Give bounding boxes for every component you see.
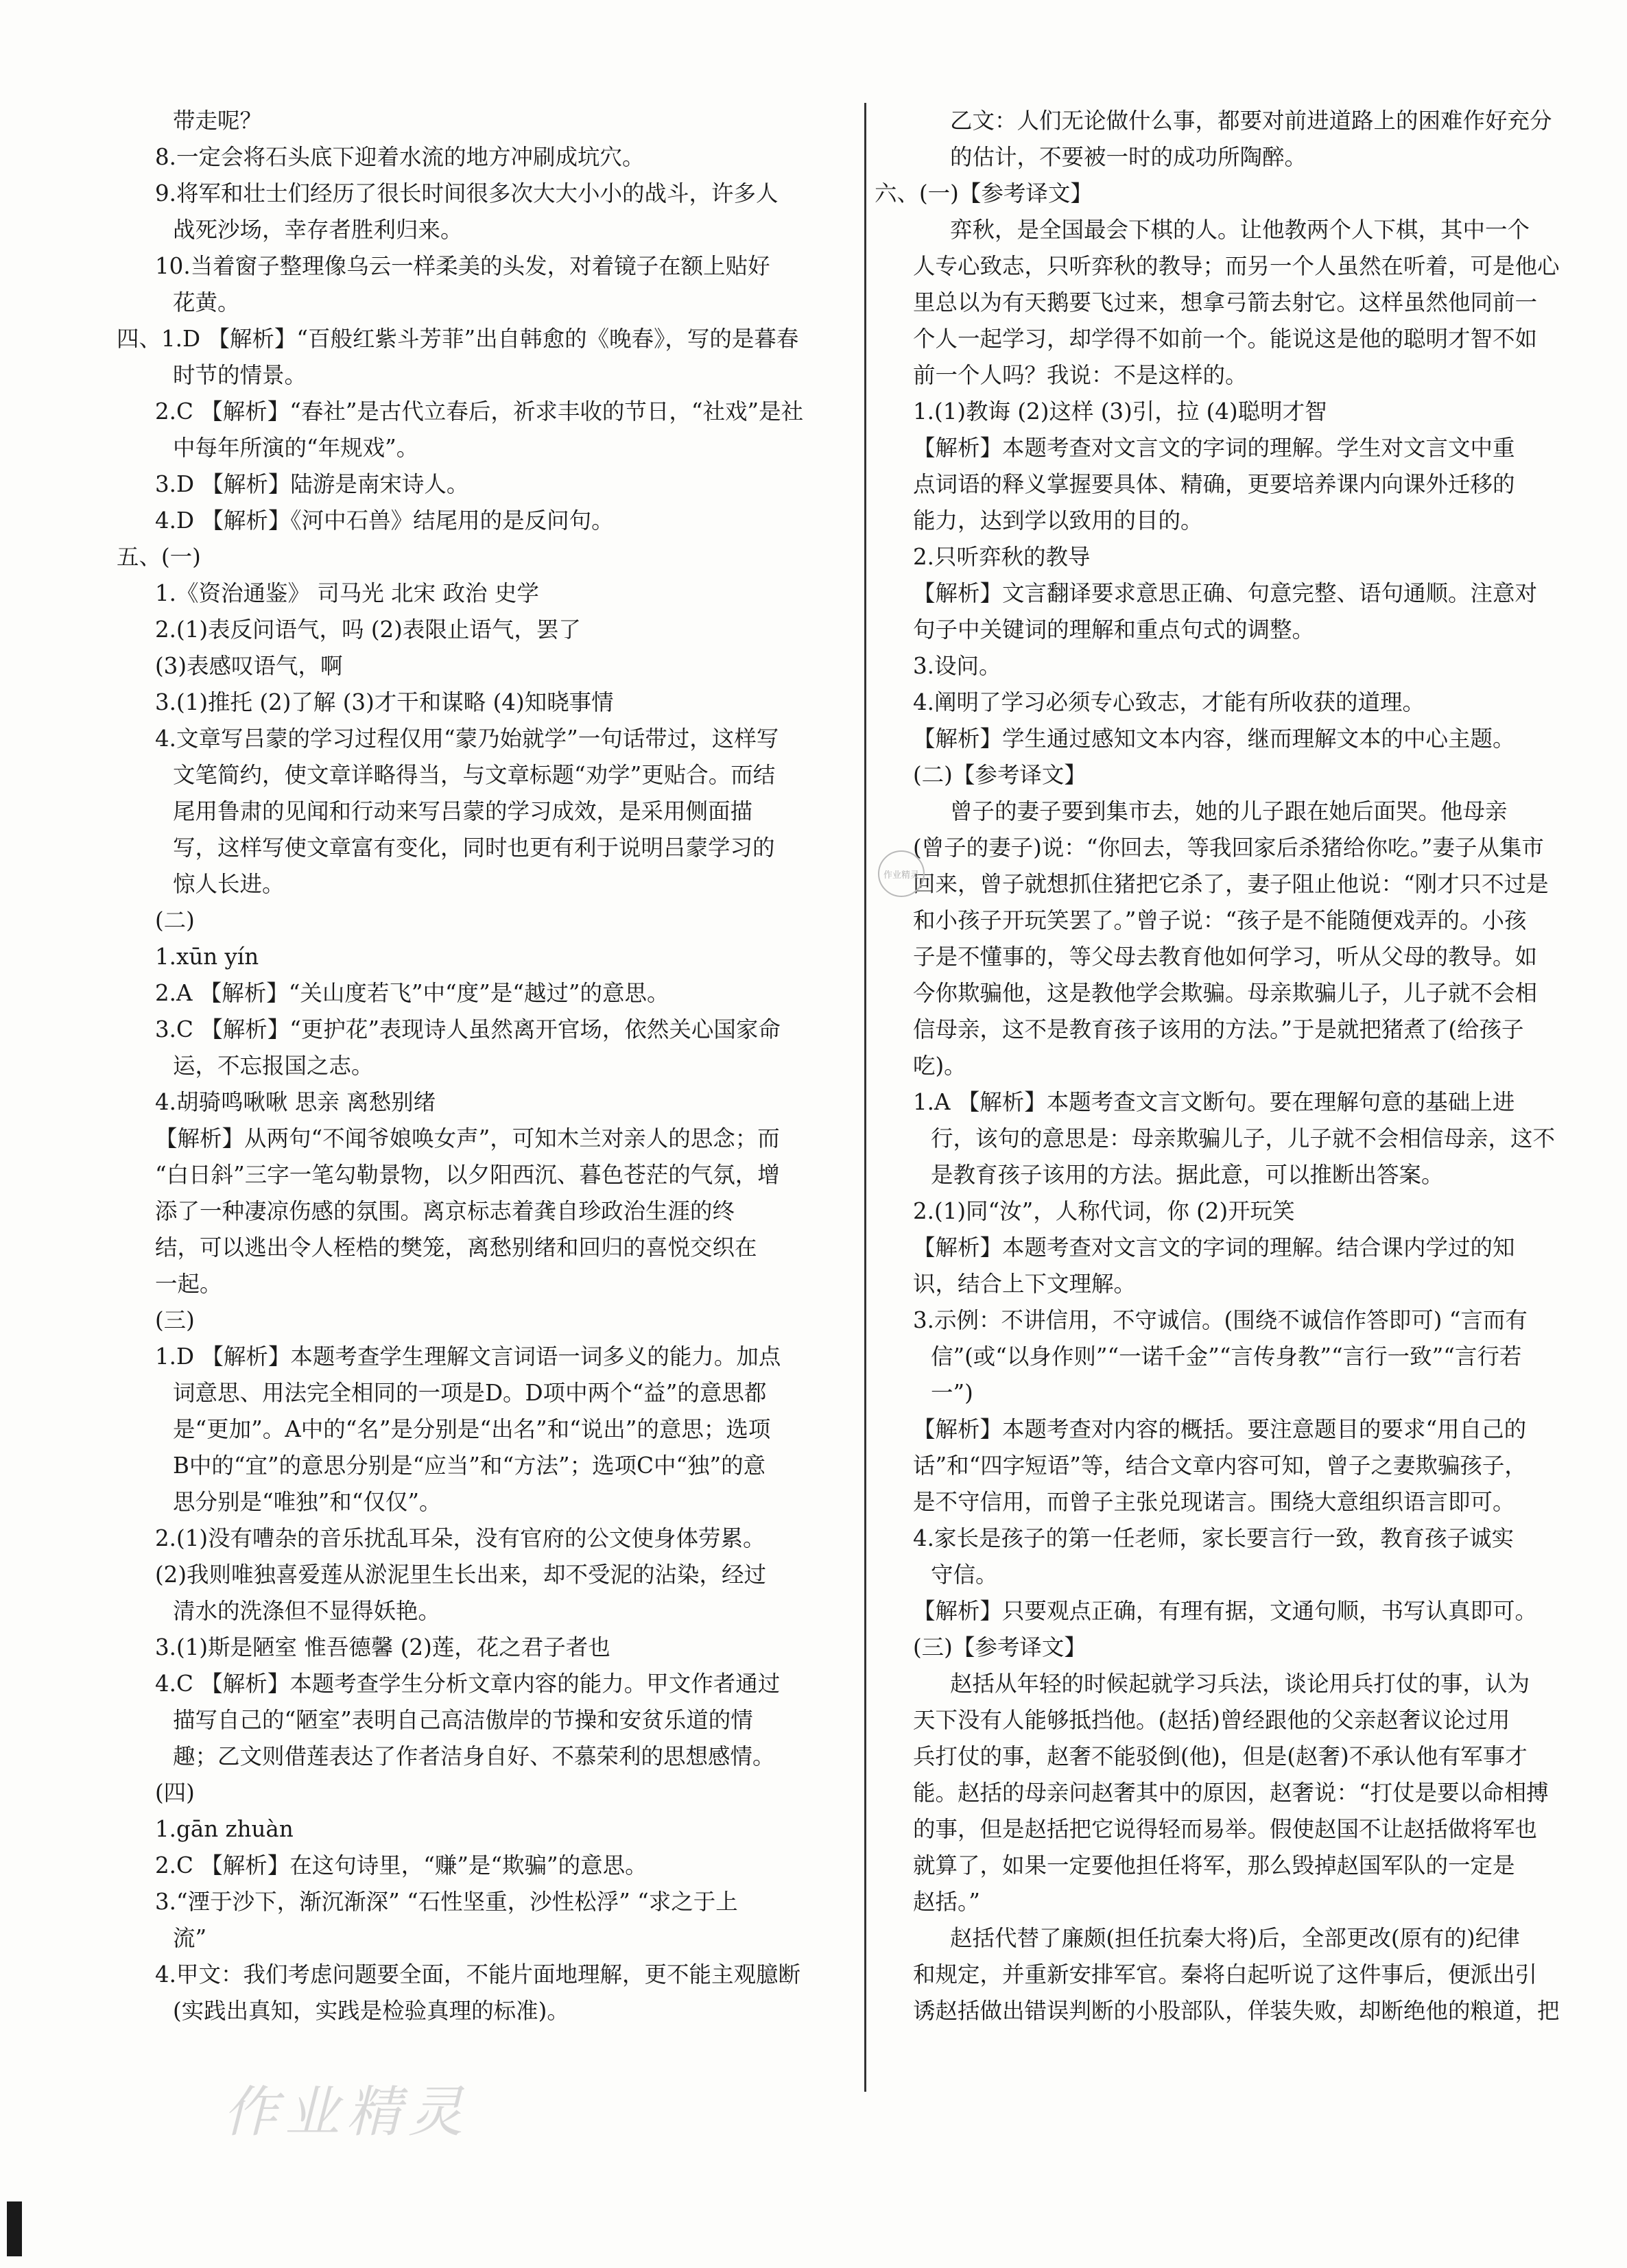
text-line: 2.(1)没有嘈杂的音乐扰乱耳朵，没有官府的公文使身体劳累。 xyxy=(155,1525,765,1551)
text-line: 一起。 xyxy=(155,1271,222,1297)
text-line: 4.阐明了学习必须专心致志，才能有所收获的道理。 xyxy=(913,689,1425,715)
text-line: 词意思、用法完全相同的一项是D。D项中两个“益”的意思都 xyxy=(173,1380,767,1406)
text-line: 2.只听弈秋的教导 xyxy=(913,544,1091,570)
text-line: 信母亲，这不是教育孩子该用的方法。”于是就把猪煮了(给孩子 xyxy=(913,1016,1524,1042)
text-line: 1.D 【解析】本题考查学生理解文言词语一词多义的能力。加点 xyxy=(155,1344,781,1370)
text-line: 中每年所演的“年规戏”。 xyxy=(173,435,419,461)
text-line: 趣；乙文则借莲表达了作者洁身自好、不慕荣利的思想感情。 xyxy=(173,1743,775,1769)
text-line: 2.C 【解析】“春社”是古代立春后，祈求丰收的节日，“社戏”是社 xyxy=(155,398,804,425)
text-line: 【解析】学生通过感知文本内容，继而理解文本的中心主题。 xyxy=(913,726,1515,752)
text-line: 子是不懂事的，等父母去教育他如何学习，听从父母的教导。如 xyxy=(913,944,1538,970)
text-line: 写，这样写使文章富有变化，同时也更有利于说明吕蒙学习的 xyxy=(173,835,775,861)
text-line: 4.C 【解析】本题考查学生分析文章内容的能力。甲文作者通过 xyxy=(155,1671,781,1697)
text-line: 兵打仗的事，赵奢不能驳倒(他)，但是(赵奢)不承认他有军事才 xyxy=(913,1743,1528,1769)
text-line: 乙文：人们无论做什么事，都要对前进道路上的困难作好充分 xyxy=(950,108,1552,134)
text-line: 赵括代替了廉颇(担任抗秦大将)后，全部更改(原有的)纪律 xyxy=(950,1925,1520,1951)
text-line: 吃)。 xyxy=(913,1053,966,1079)
text-line: 文笔简约，使文章详略得当，与文章标题“劝学”更贴合。而结 xyxy=(173,762,776,788)
text-line: 8.一定会将石头底下迎着水流的地方冲刷成坑穴。 xyxy=(155,144,645,170)
left-column xyxy=(117,103,854,2029)
text-line: 是不守信用，而曾子主张兑现诺言。围绕大意组织语言即可。 xyxy=(913,1489,1515,1515)
text-line: 4.文章写吕蒙的学习过程仅用“蒙乃始就学”一句话带过，这样写 xyxy=(155,726,779,752)
text-line: 流” xyxy=(173,1925,207,1951)
text-line: 【解析】只要观点正确，有理有据，文通句顺，书写认真即可。 xyxy=(913,1598,1538,1624)
text-line: 里总以为有天鹅要飞过来，想拿弓箭去射它。这样虽然他同前一 xyxy=(913,289,1538,315)
text-line: 3.“湮于沙下，渐沉渐深” “石性坚重，沙性松浮” “求之于上 xyxy=(155,1889,738,1915)
text-line: 9.将军和壮士们经历了很长时间很多次大大小小的战斗，许多人 xyxy=(155,180,779,206)
text-line: B中的“宜”的意思分别是“应当”和“方法”；选项C中“独”的意 xyxy=(173,1453,766,1479)
text-line: 个人一起学习，却学得不如前一个。能说这是他的聪明才智不如 xyxy=(913,326,1538,352)
text-line: 五、(一) xyxy=(117,544,201,570)
text-line: 1.《资治通鉴》 司马光 北宋 政治 史学 xyxy=(155,580,539,606)
text-line: 3.设问。 xyxy=(913,653,1001,679)
text-line: 话”和“四字短语”等，结合文章内容可知，曾子之妻欺骗孩子， xyxy=(913,1453,1527,1479)
text-line: 人专心致志，只听弈秋的教导；而另一个人虽然在听着，可是他心 xyxy=(913,253,1560,279)
text-line: 清水的洗涤但不显得妖艳。 xyxy=(173,1598,441,1624)
text-line: 4.胡骑鸣啾啾 思亲 离愁别绪 xyxy=(155,1089,436,1115)
text-line: 是教育孩子该用的方法。据此意，可以推断出答案。 xyxy=(931,1162,1444,1188)
stamp-icon: 作业精灵 xyxy=(878,850,925,897)
text-line: (三)【参考译文】 xyxy=(913,1634,1086,1660)
text-line: 和小孩子开玩笑罢了。”曾子说：“孩子是不能随便戏弄的。小孩 xyxy=(913,907,1527,933)
text-line: 【解析】本题考查对文言文的字词的理解。结合课内学过的知 xyxy=(913,1234,1515,1261)
text-line: 是“更加”。A中的“名”是分别是“出名”和“说出”的意思；选项 xyxy=(173,1416,771,1442)
text-line: 花黄。 xyxy=(173,289,240,315)
text-line: 守信。 xyxy=(931,1562,998,1588)
text-line: 弈秋，是全国最会下棋的人。让他教两个人下棋，其中一个 xyxy=(950,217,1530,243)
text-line: 10.当着窗子整理像乌云一样柔美的头发，对着镜子在额上贴好 xyxy=(155,253,770,279)
text-line: 赵括。” xyxy=(913,1889,980,1915)
text-line: (三) xyxy=(155,1307,195,1333)
text-line: 曾子的妻子要到集市去，她的儿子跟在她后面哭。他母亲 xyxy=(950,798,1508,824)
text-line: 句子中关键词的理解和重点句式的调整。 xyxy=(913,617,1315,643)
text-line: 4.甲文：我们考虑问题要全面，不能片面地理解，更不能主观臆断 xyxy=(155,1961,801,1988)
text-line: 带走呢？ xyxy=(173,108,263,134)
right-column xyxy=(875,103,1602,2029)
text-line: 天下没有人能够抵挡他。(赵括)曾经跟他的父亲赵奢议论过用 xyxy=(913,1707,1510,1733)
text-line: 运，不忘报国之志。 xyxy=(173,1053,374,1079)
binding-mark xyxy=(7,2201,22,2256)
text-line: 【解析】文言翻译要求意思正确、句意完整、语句通顺。注意对 xyxy=(913,580,1538,606)
text-line: 今你欺骗他，这是教他学会欺骗。母亲欺骗儿子，儿子就不会相 xyxy=(913,980,1538,1006)
text-line: 能力，达到学以致用的目的。 xyxy=(913,508,1203,534)
text-line: 思分别是“唯独”和“仅仅”。 xyxy=(173,1489,442,1515)
text-line: 信”(或“以身作则”“一诺千金”“言传身教”“言行一致”“言行若 xyxy=(931,1344,1522,1370)
text-line: 的估计，不要被一时的成功所陶醉。 xyxy=(950,144,1307,170)
text-line: 1.xūn yín xyxy=(155,944,259,970)
text-line: 3.C 【解析】“更护花”表现诗人虽然离开官场，依然关心国家命 xyxy=(155,1016,781,1042)
text-line: 诱赵括做出错误判断的小股部队，佯装失败，却断绝他的粮道，把 xyxy=(913,1998,1560,2024)
text-line: 2.(1)表反问语气，吗 (2)表限止语气，罢了 xyxy=(155,617,581,643)
text-line: 时节的情景。 xyxy=(173,362,307,388)
text-line: 4.D 【解析】《河中石兽》结尾用的是反问句。 xyxy=(155,508,614,534)
text-line: 赵括从年轻的时候起就学习兵法，谈论用兵打仗的事，认为 xyxy=(950,1671,1530,1697)
text-line: 战死沙场，幸存者胜利归来。 xyxy=(173,217,463,243)
text-line: 就算了，如果一定要他担任将军，那么毁掉赵国军队的一定是 xyxy=(913,1852,1515,1878)
text-line: 3.D 【解析】陆游是南宋诗人。 xyxy=(155,471,469,497)
text-line: 4.家长是孩子的第一任老师，家长要言行一致，教育孩子诚实 xyxy=(913,1525,1515,1551)
text-line: 行，该句的意思是：母亲欺骗儿子，儿子就不会相信母亲，这不 xyxy=(931,1125,1556,1151)
text-line: 1.(1)教诲 (2)这样 (3)引，拉 (4)聪明才智 xyxy=(913,398,1327,425)
text-line: 添了一种凄凉伤感的氛围。离京标志着龚自珍政治生涯的终 xyxy=(155,1198,735,1224)
text-line: (二)【参考译文】 xyxy=(913,762,1086,788)
text-line: 【解析】本题考查对内容的概括。要注意题目的要求“用自己的 xyxy=(913,1416,1527,1442)
text-line: 结，可以逃出令人桎梏的樊笼，离愁别绪和回归的喜悦交织在 xyxy=(155,1234,757,1261)
text-line: 前一个人吗？我说：不是这样的。 xyxy=(913,362,1248,388)
text-line: (实践出真知，实践是检验真理的标准)。 xyxy=(173,1998,569,2024)
text-line: 【解析】本题考查对文言文的字词的理解。学生对文言文中重 xyxy=(913,435,1515,461)
text-line: 的事，但是赵括把它说得轻而易举。假使赵国不让赵括做将军也 xyxy=(913,1816,1538,1842)
text-line: 1.gān zhuàn xyxy=(155,1816,294,1842)
column-divider xyxy=(864,103,866,2092)
text-line: 尾用鲁肃的见闻和行动来写吕蒙的学习成效，是采用侧面描 xyxy=(173,798,753,824)
text-line: 2.C 【解析】在这句诗里，“赚”是“欺骗”的意思。 xyxy=(155,1852,648,1878)
text-line: (曾子的妻子)说：“你回去，等我回家后杀猪给你吃。”妻子从集市 xyxy=(913,835,1544,861)
text-line: 点词语的释义掌握要具体、精确，更要培养课内向课外迁移的 xyxy=(913,471,1515,497)
text-line: 3.(1)斯是陋室 惟吾德馨 (2)莲，花之君子者也 xyxy=(155,1634,610,1660)
text-line: 3.示例：不讲信用，不守诚信。(围绕不诚信作答即可) “言而有 xyxy=(913,1307,1528,1333)
text-line: 能。赵括的母亲问赵奢其中的原因，赵奢说：“打仗是要以命相搏 xyxy=(913,1780,1549,1806)
text-line: 六、(一)【参考译文】 xyxy=(875,180,1093,206)
text-line: 描写自己的“陋室”表明自己高洁傲岸的节操和安贫乐道的情 xyxy=(173,1707,753,1733)
text-line: 一”) xyxy=(931,1380,973,1406)
watermark: 作业精灵 xyxy=(223,2080,470,2144)
text-line: 2.(1)同“汝”，人称代词，你 (2)开玩笑 xyxy=(913,1198,1295,1224)
text-line: (四) xyxy=(155,1780,195,1806)
text-line: 3.(1)推托 (2)了解 (3)才干和谋略 (4)知晓事情 xyxy=(155,689,614,715)
text-line: 2.A 【解析】“关山度若飞”中“度”是“越过”的意思。 xyxy=(155,980,669,1006)
text-line: 识，结合上下文理解。 xyxy=(913,1271,1137,1297)
text-line: (二) xyxy=(155,907,195,933)
text-line: 1.A 【解析】本题考查文言文断句。要在理解句意的基础上进 xyxy=(913,1089,1515,1115)
text-line: 四、1.D 【解析】“百般红紫斗芳菲”出自韩愈的《晚春》，写的是暮春 xyxy=(117,326,799,352)
text-line: (3)表感叹语气，啊 xyxy=(155,653,343,679)
text-line: (2)我则唯独喜爱莲从淤泥里生长出来，却不受泥的沾染，经过 xyxy=(155,1562,767,1588)
text-line: 惊人长进。 xyxy=(173,871,285,897)
text-line: 和规定，并重新安排军官。秦将白起听说了这件事后，便派出引 xyxy=(913,1961,1538,1988)
text-line: 回来，曾子就想抓住猪把它杀了，妻子阻止他说：“刚才只不过是 xyxy=(913,871,1549,897)
text-line: “白日斜”三字一笔勾勒景物，以夕阳西沉、暮色苍茫的气氛，增 xyxy=(155,1162,780,1188)
text-line: 【解析】从两句“不闻爷娘唤女声”，可知木兰对亲人的思念；而 xyxy=(155,1125,780,1151)
